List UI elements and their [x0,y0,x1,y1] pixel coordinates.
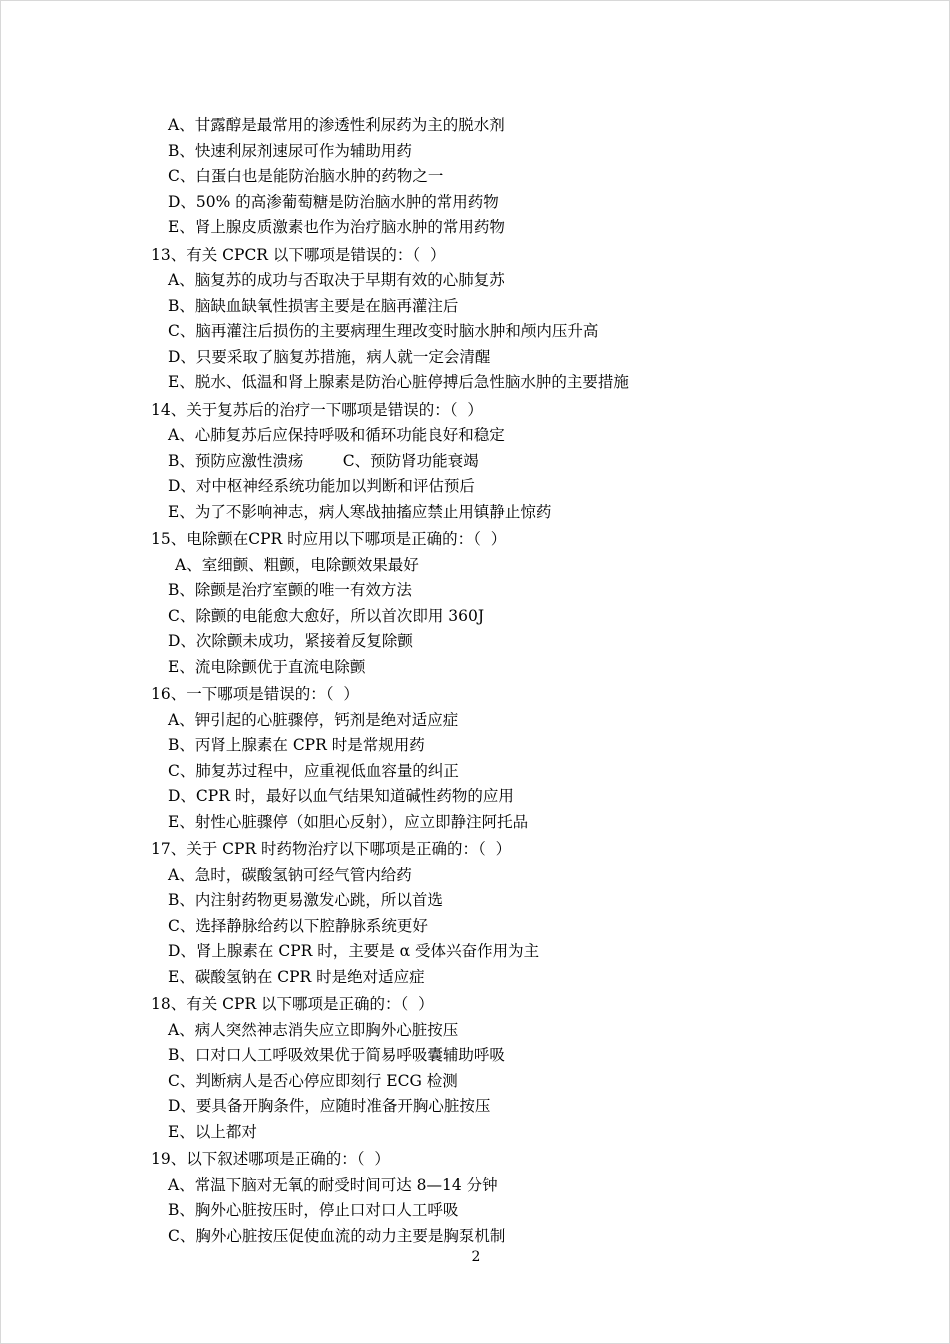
option-text: E、碳酸氢钠在 CPR 时是绝对适应症 [168,967,425,986]
question-text: 17、关于 CPR 时药物治疗以下哪项是正确的：（ ） [151,840,512,858]
block-q15 [151,527,811,680]
question-text: 15、电除颤在CPR 时应用以下哪项是正确的：（ ） [151,530,507,548]
option-text: B、快速利尿剂速尿可作为辅助用药 [168,141,412,160]
block-q18 [151,992,811,1145]
option-text: B、胸外心脏按压时，停止口对口人工呼吸 [168,1201,459,1219]
option-text: B、预防应激性溃疡 C、预防肾功能衰竭 [168,451,479,470]
option-text: E、肾上腺皮质激素也作为治疗脑水肿的常用药物 [168,218,505,236]
option-text: A、钾引起的心脏骤停，钙剂是绝对适应症 [168,710,459,729]
block-q16 [151,682,811,835]
option-text: E、脱水、低温和肾上腺素是防治心脏停搏后急性脑水肿的主要措施 [168,373,629,391]
option-text: A、常温下脑对无氧的耐受时间可达 8—14 分钟 [168,1175,498,1194]
option-text: A、脑复苏的成功与否取决于早期有效的心肺复苏 [168,271,505,289]
option-text: E、为了不影响神志，病人寒战抽搐应禁止用镇静止惊药 [168,502,552,521]
option-text: A、心肺复苏后应保持呼吸和循环功能良好和稳定 [168,426,505,444]
block-q19 [151,1147,811,1249]
option-text: D、CPR 时，最好以血气结果知道碱性药物的应用 [168,787,514,805]
option-text: A、室细颤、粗颤，电除颤效果最好 [175,555,419,574]
option-text: C、选择静脉给药以下腔静脉系统更好 [168,916,428,935]
option-text: E、射性心脏骤停（如胆心反射），应立即静注阿托品 [168,812,529,831]
question-text: 19、以下叙述哪项是正确的：（ ） [151,1150,390,1168]
option-text: D、次除颤未成功，紧接着反复除颤 [168,632,413,650]
option-text: C、脑再灌注后损伤的主要病理生理改变时脑水肿和颅内压升高 [168,322,599,340]
option-text: C、除颤的电能愈大愈好，所以首次即用 360J [168,606,485,625]
block-q17 [151,837,811,990]
document-body [151,113,811,1251]
option-text: E、流电除颤优于直流电除颤 [168,657,366,676]
option-text: B、除颤是治疗室颤的唯一有效方法 [168,581,412,599]
option-text: D、要具备开胸条件，应随时准备开胸心脏按压 [168,1097,491,1115]
option-text: D、对中枢神经系统功能加以判断和评估预后 [168,477,475,495]
option-text: C、白蛋白也是能防治脑水肿的药物之一 [168,167,444,185]
option-text: D、肾上腺素在 CPR 时，主要是 α 受体兴奋作用为主 [168,942,540,960]
option-text: B、口对口人工呼吸效果优于简易呼吸囊辅助呼吸 [168,1046,505,1064]
block-continuation-q12 [151,113,811,241]
option-text: D、50% 的高渗葡萄糖是防治脑水肿的常用药物 [168,192,499,211]
option-text: A、甘露醇是最常用的渗透性利尿药为主的脱水剂 [168,116,505,134]
option-text: C、判断病人是否心停应即刻行 ECG 检测 [168,1071,458,1090]
question-text: 18、有关 CPR 以下哪项是正确的：（ ） [151,995,434,1013]
option-text: E、以上都对 [168,1122,257,1141]
option-text: C、肺复苏过程中，应重视低血容量的纠正 [168,761,459,780]
question-text: 13、有关 CPCR 以下哪项是错误的：（ ） [151,245,446,264]
option-text: A、病人突然神志消失应立即胸外心脏按压 [168,1020,459,1039]
option-text: D、只要采取了脑复苏措施，病人就一定会清醒 [168,347,491,366]
question-text: 14、关于复苏后的治疗一下哪项是错误的：（ ） [151,400,483,419]
block-q14 [151,398,811,526]
option-text: C、胸外心脏按压促使血流的动力主要是胸泵机制 [168,1226,506,1245]
page-number: 2 [471,1249,481,1265]
option-text: A、急时，碳酸氢钠可经气管内给药 [168,865,412,884]
block-q13 [151,243,811,396]
question-text: 16、一下哪项是错误的：（ ） [151,685,359,703]
option-text: B、丙肾上腺素在 CPR 时是常规用药 [168,736,425,754]
option-text: B、脑缺血缺氧性损害主要是在脑再灌注后 [168,296,459,315]
option-text: B、内注射药物更易激发心跳，所以首选 [168,891,443,909]
